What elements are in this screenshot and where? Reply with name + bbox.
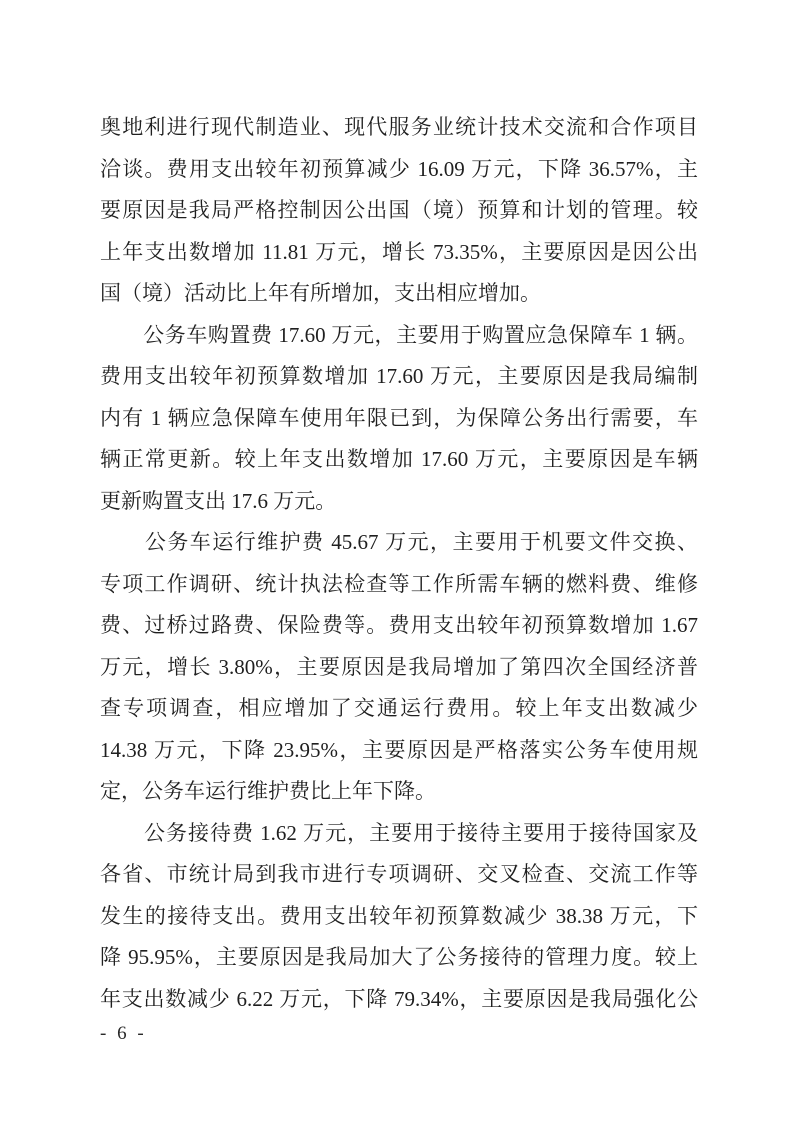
- text-line: 查专项调查，相应增加了交通运行费用。较上年支出数减少: [100, 696, 698, 720]
- text-line: 发生的接待支出。费用支出较年初预算数减少 38.38 万元，下: [100, 903, 698, 928]
- text-line: 定，公务车运行维护费比上年下降。: [100, 779, 436, 803]
- text-line: 内有 1 辆应急保障车使用年限已到，为保障公务出行需要，车: [100, 405, 698, 430]
- text-line: 降 95.95%，主要原因是我局加大了公务接待的管理力度。较上: [100, 945, 698, 969]
- paragraph: [100, 107, 698, 315]
- text-line: 上年支出数增加 11.81 万元，增长 73.35%，主要原因是因公出: [100, 239, 698, 264]
- text-line: 万元，增长 3.80%，主要原因是我局增加了第四次全国经济普: [100, 654, 698, 679]
- document-body: [100, 107, 698, 1020]
- text-line: 辆正常更新。较上年支出数增加 17.60 万元，主要原因是车辆: [100, 447, 698, 471]
- text-line: 更新购置支出 17.6 万元。: [100, 488, 337, 513]
- text-line: 费、过桥过路费、保险费等。费用支出较年初预算数增加 1.67: [100, 613, 698, 637]
- text-line: 国（境）活动比上年有所增加，支出相应增加。: [100, 281, 541, 305]
- text-line: 公务车购置费 17.60 万元，主要用于购置应急保障车 1 辆。: [100, 322, 698, 347]
- text-line: 洽谈。费用支出较年初预算减少 16.09 万元，下降 36.57%，主: [100, 156, 698, 181]
- text-line: 奥地利进行现代制造业、现代服务业统计技术交流和合作项目: [100, 115, 698, 139]
- text-line: 公务接待费 1.62 万元，主要用于接待主要用于接待国家及: [100, 820, 698, 845]
- text-line: 专项工作调研、统计执法检查等工作所需车辆的燃料费、维修: [100, 571, 698, 596]
- text-line: 各省、市统计局到我市进行专项调研、交叉检查、交流工作等: [100, 862, 698, 886]
- text-line: 费用支出较年初预算数增加 17.60 万元，主要原因是我局编制: [100, 364, 698, 388]
- paragraph: [100, 315, 698, 523]
- text-line: 14.38 万元，下降 23.95%，主要原因是严格落实公务车使用规: [100, 737, 698, 762]
- paragraph: [100, 813, 698, 1021]
- paragraph: [100, 522, 698, 813]
- text-line: 年支出数减少 6.22 万元，下降 79.34%，主要原因是我局强化公: [100, 986, 698, 1011]
- text-line: 要原因是我局严格控制因公出国（境）预算和计划的管理。较: [100, 198, 698, 222]
- text-line: 公务车运行维护费 45.67 万元，主要用于机要文件交换、: [100, 530, 698, 554]
- page-number: - 6 -: [100, 1023, 147, 1044]
